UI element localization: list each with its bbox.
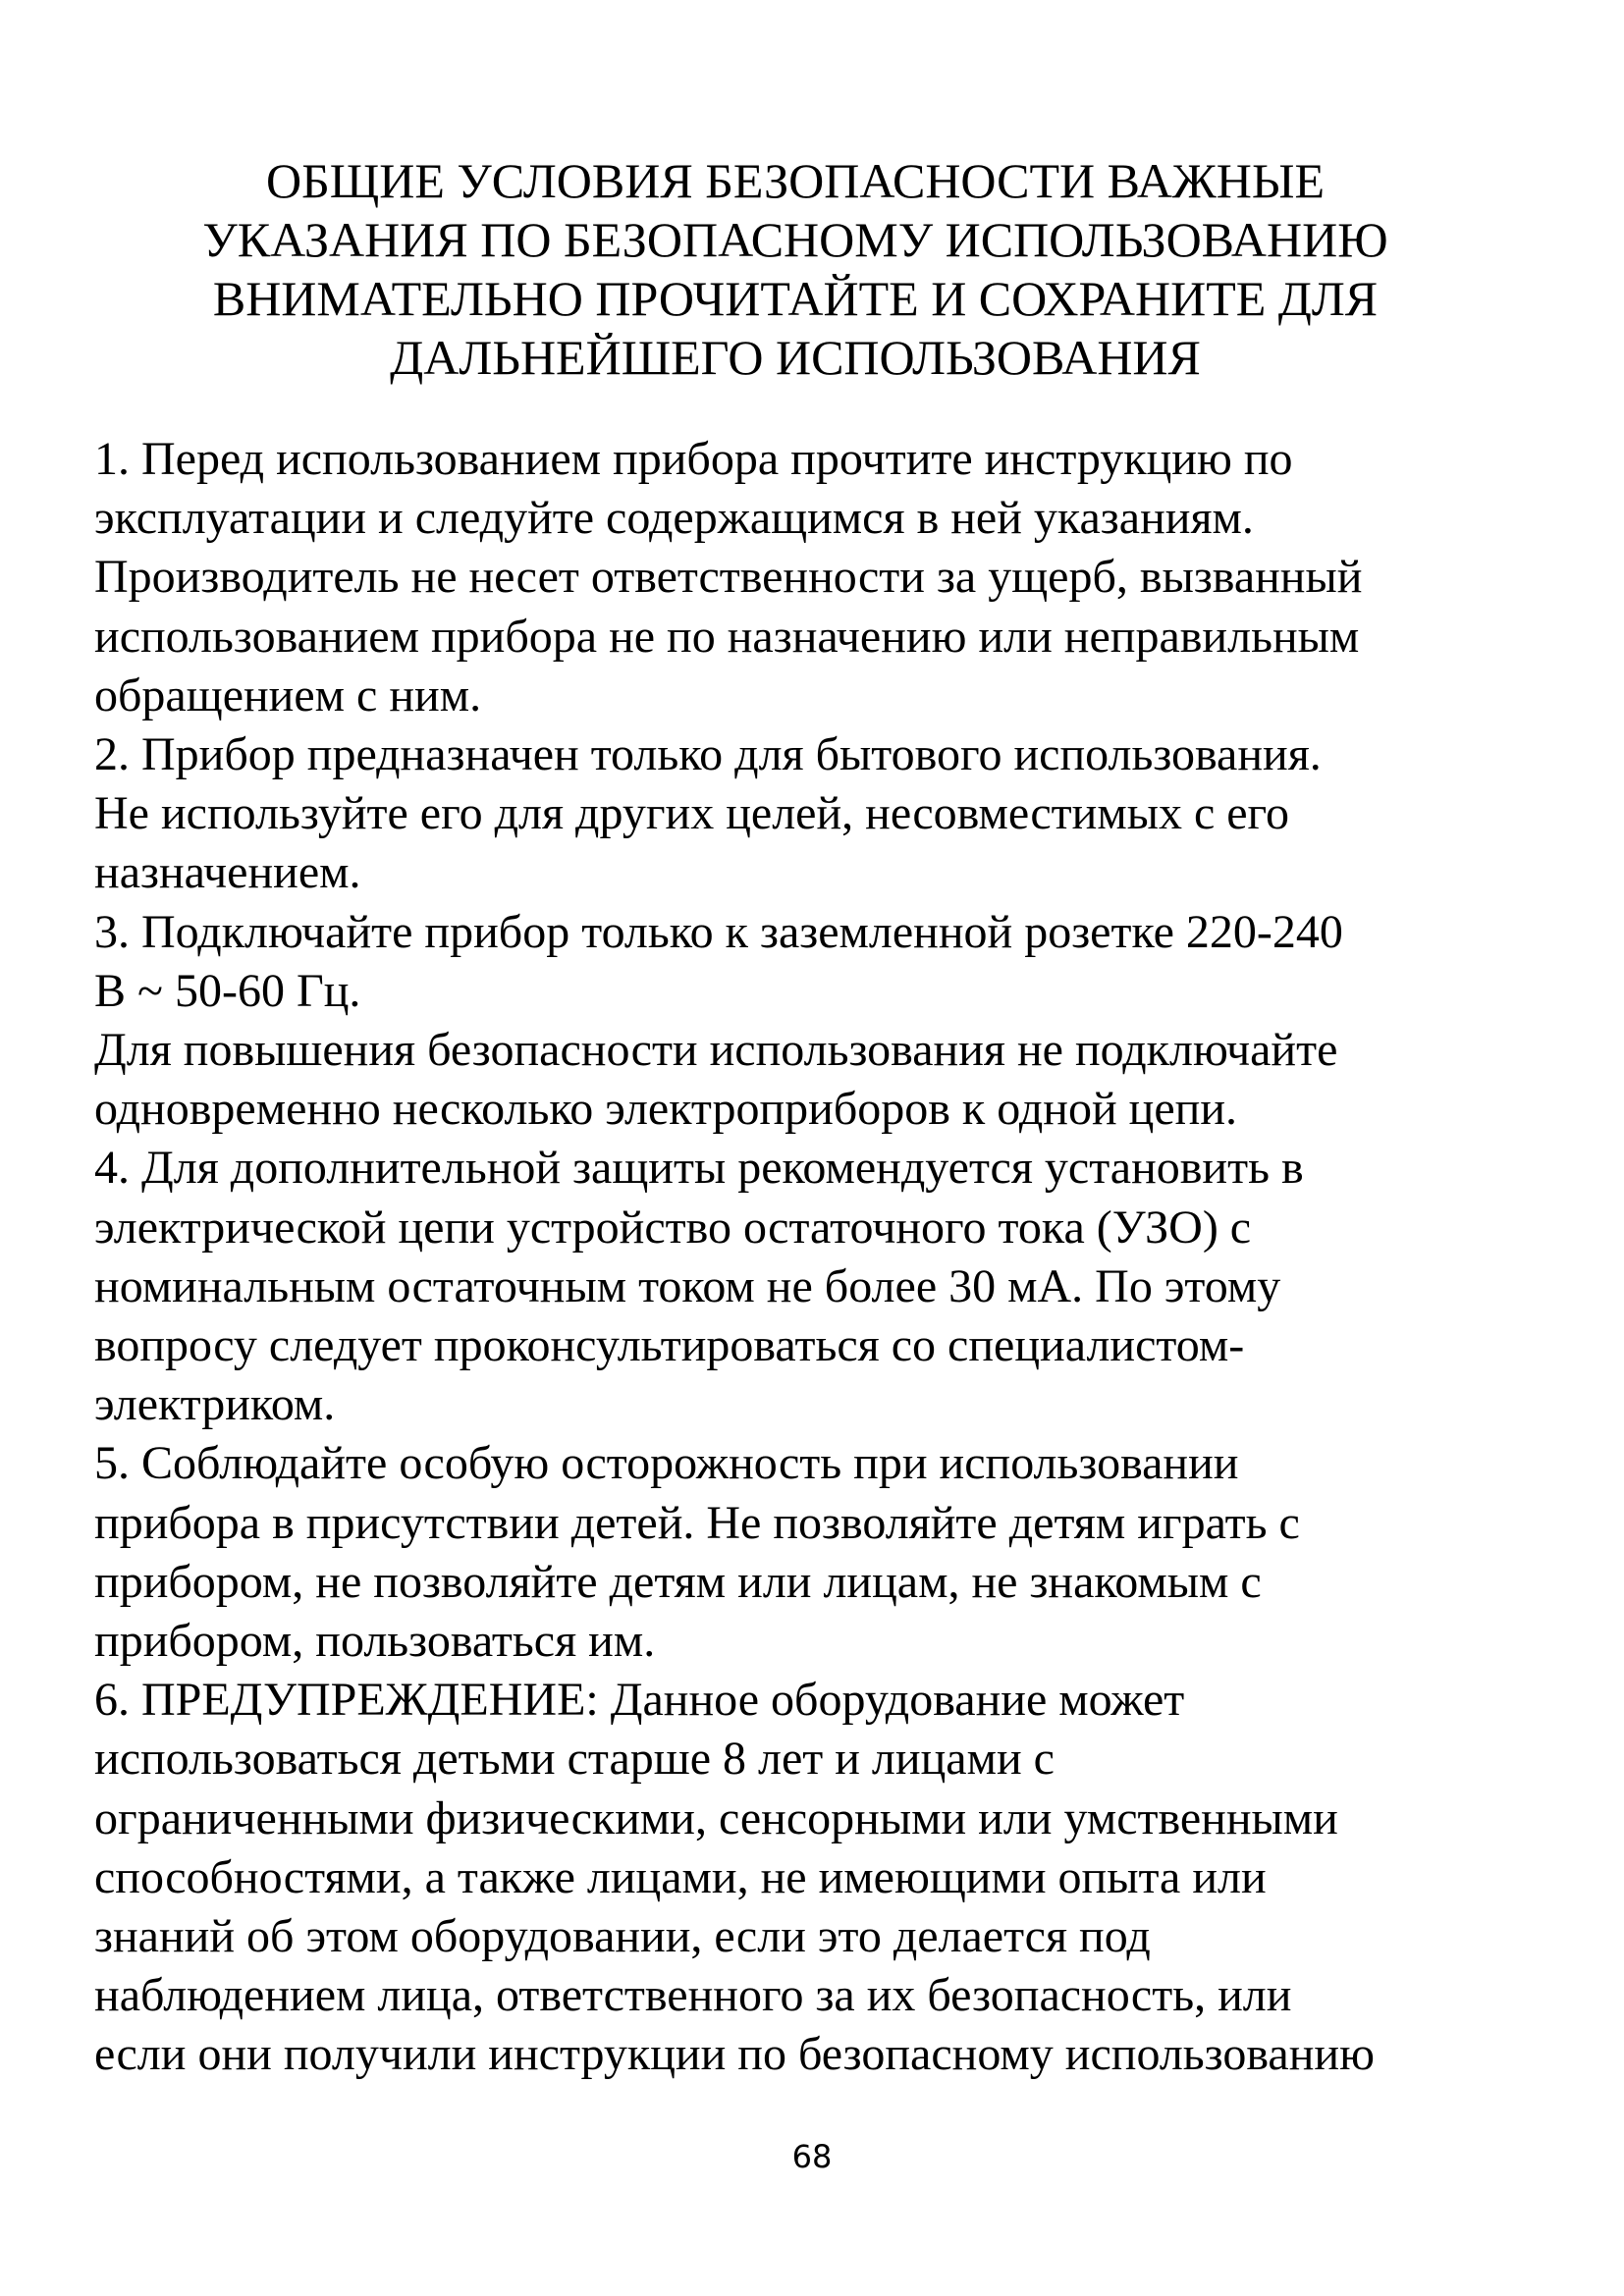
page-number: 68 <box>791 2138 833 2175</box>
text-line: 3. Подключайте прибор только к заземленной розетке 220-240 <box>94 905 1343 958</box>
instructions-body <box>94 430 1538 2085</box>
text-line: эксплуатации и следуйте содержащимся в ней указаниям. <box>94 492 1254 545</box>
text-line: знаний об этом оборудовании, если это делается под <box>94 1910 1151 1963</box>
text-line: способностями, а также лицами, не имеющими опыта или <box>94 1850 1267 1903</box>
text-line: 2. Прибор предназначен только для бытового использования. <box>94 728 1322 781</box>
heading-line: ВНИМАТЕЛЬНО ПРОЧИТАЙТЕ И СОХРАНИТЕ ДЛЯ <box>212 271 1379 326</box>
paragraph-item-4 <box>94 1139 1538 1434</box>
text-line: прибором, пользоваться им. <box>94 1615 656 1668</box>
text-line: обращением с ним. <box>94 668 482 721</box>
paragraph-item-2 <box>94 725 1538 903</box>
text-line: прибора в присутствии детей. Не позволяйте детям играть с <box>94 1496 1300 1549</box>
text-line: 6. ПРЕДУПРЕЖДЕНИЕ: Данное оборудование может <box>94 1674 1185 1727</box>
text-line: электриком. <box>94 1378 336 1431</box>
paragraph-item-5 <box>94 1434 1538 1671</box>
heading-line: ОБЩИЕ УСЛОВИЯ БЕЗОПАСНОСТИ ВАЖНЫЕ <box>265 153 1326 208</box>
paragraph-item-3 <box>94 903 1538 1021</box>
paragraph-item-6 <box>94 1671 1538 2084</box>
text-line: электрической цепи устройство остаточного тока (УЗО) с <box>94 1201 1252 1254</box>
paragraph-item-1 <box>94 430 1538 725</box>
text-line: В ~ 50-60 Гц. <box>94 964 361 1017</box>
paragraph-item-3-note <box>94 1021 1538 1139</box>
text-line: одновременно несколько электроприборов к одной цепи. <box>94 1083 1238 1136</box>
text-line: наблюдением лица, ответственного за их безопасность, или <box>94 1969 1292 2022</box>
text-line: вопросу следует проконсультироваться со специалистом- <box>94 1319 1245 1372</box>
text-line: 4. Для дополнительной защиты рекомендуется установить в <box>94 1142 1304 1195</box>
text-line: использоваться детьми старше 8 лет и лицами с <box>94 1733 1055 1786</box>
text-line: Для повышения безопасности использования не подключайте <box>94 1024 1338 1077</box>
section-heading <box>147 151 1443 387</box>
text-line: Не используйте его для других целей, несовместимых с его <box>94 787 1290 840</box>
heading-line: УКАЗАНИЯ ПО БЕЗОПАСНОМУ ИСПОЛЬЗОВАНИЮ <box>202 212 1388 267</box>
text-line: 1. Перед использованием прибора прочтите инструкцию по <box>94 433 1293 485</box>
text-line: номинальным остаточным током не более 30 мА. По этому <box>94 1259 1281 1312</box>
text-line: ограниченными физическими, сенсорными или умственными <box>94 1791 1338 1844</box>
text-line: если они получили инструкции по безопасному использованию <box>94 2028 1375 2081</box>
text-line: использованием прибора не по назначению или неправильным <box>94 610 1360 663</box>
heading-line: ДАЛЬНЕЙШЕГО ИСПОЛЬЗОВАНИЯ <box>390 330 1201 385</box>
text-line: Производитель не несет ответственности за ущерб, вызванный <box>94 551 1363 604</box>
text-line: прибором, не позволяйте детям или лицам, не знакомым с <box>94 1555 1262 1608</box>
text-line: 5. Соблюдайте особую осторожность при использовании <box>94 1437 1239 1490</box>
text-line: назначением. <box>94 846 361 899</box>
